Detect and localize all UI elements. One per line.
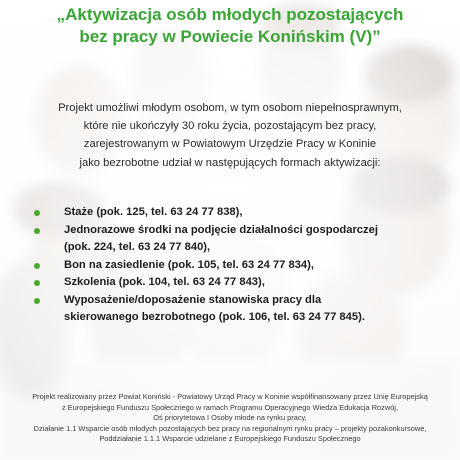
footer-line-4: Działanie 1.1 Wsparcie osób młodych pozostających bez pracy na regionalnym rynku pracy – projekty pozakonkursowe,	[33, 423, 427, 433]
list-item-staze	[34, 204, 434, 222]
title-line-2: bez pracy w Powiecie Konińskim (V)”	[79, 27, 381, 46]
footer-line-2: z Europejskiego Funduszu Społecznego w ramach Programu Operacyjnego Wiedza Edukacja Rozwój,	[61, 402, 399, 412]
list-item-text: Wyposażenie/doposażenie stanowiska pracy dla	[64, 293, 322, 306]
intro-line-2: które nie ukończyły 30 roku życia, pozostającym bez pracy,	[83, 120, 377, 133]
footer-line-3: Oś priorytetowa I Osoby młode na rynku pracy,	[153, 413, 307, 423]
list-item-text: Bon na zasiedlenie (pok. 105, tel. 63 24 77 834),	[64, 258, 314, 271]
list-item-szkolenia	[34, 274, 434, 292]
footer-line-5: Poddziałanie 1.1.1 Wsparcie udzielane z Europejskiego Funduszu Społecznego	[99, 434, 361, 444]
footer-note	[10, 392, 450, 445]
intro-line-4: jako bezrobotne udział w następujących formach aktywizacji:	[79, 156, 381, 169]
bullet-icon	[34, 298, 40, 304]
list-item-text-cont: skierowanego bezrobotnego (pok. 106, tel. 63 24 77 845).	[64, 311, 365, 323]
title-line-1: „Aktywizacja osób młodych pozostających	[56, 5, 404, 24]
list-item-srodki	[34, 222, 434, 257]
list-item-text: Jednorazowe środki na podjęcie działalności gospodarczej	[64, 223, 378, 236]
bullet-icon	[34, 263, 40, 269]
list-item-text: Staże (pok. 125, tel. 63 24 77 838),	[64, 206, 243, 218]
list-item-text: Szkolenia (pok. 104, tel. 63 24 77 843),	[64, 276, 265, 288]
intro-paragraph	[20, 99, 440, 172]
activation-forms-list	[34, 204, 434, 327]
footer-line-1: Projekt realizowany przez Powiat Koniński - Powiatowy Urząd Pracy w Koninie współfinansowany przez Unię Europejską	[32, 392, 428, 401]
list-item-bon	[34, 257, 434, 275]
list-item-text-cont: (pok. 224, tel. 63 24 77 840),	[64, 241, 211, 253]
bullet-icon	[34, 280, 40, 286]
poster-title	[0, 4, 460, 48]
bullet-icon	[34, 210, 40, 216]
bullet-icon	[34, 228, 40, 234]
list-item-wyposazenie	[34, 292, 434, 327]
intro-line-3: zarejestrowanym w Powiatowym Urzędzie Pracy w Koninie	[83, 138, 377, 151]
intro-line-1: Projekt umożliwi młodym osobom, w tym osobom niepełnosprawnym,	[58, 102, 402, 114]
